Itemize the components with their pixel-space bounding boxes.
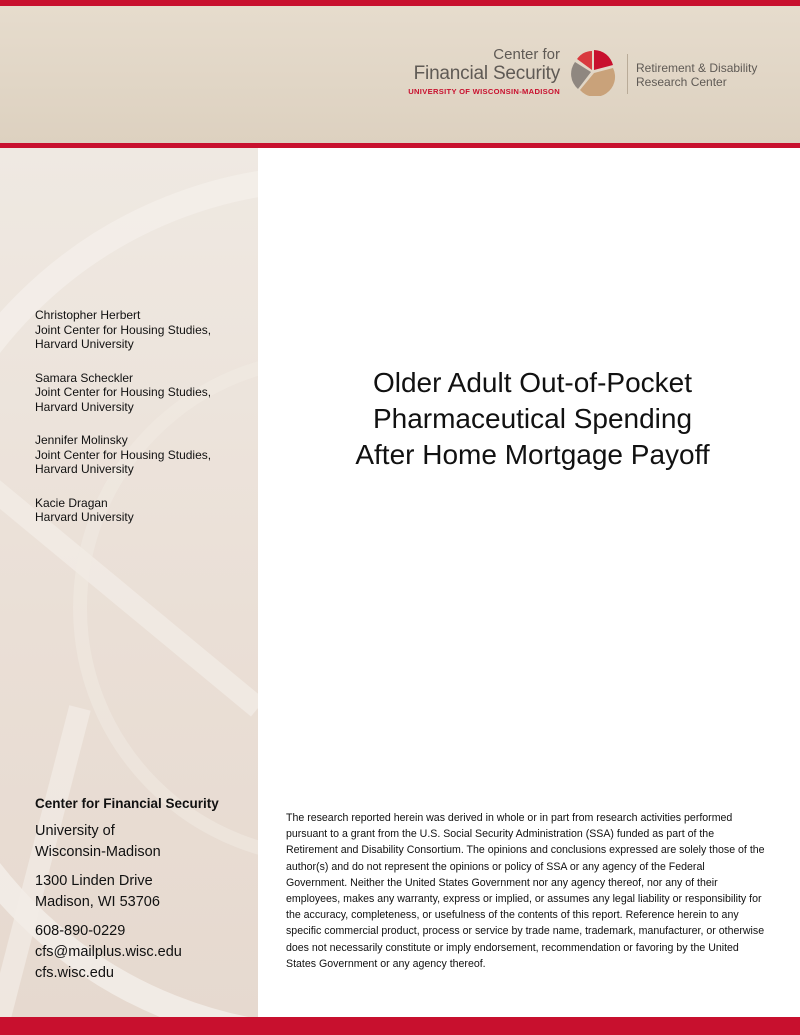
university-block xyxy=(35,821,250,863)
cfs-logo-line1: Center for xyxy=(493,46,560,63)
university-line2: Wisconsin-Madison xyxy=(35,844,161,860)
header-banner xyxy=(0,6,800,143)
bottom-accent-bar xyxy=(0,1017,800,1035)
address-line1: 1300 Linden Drive xyxy=(35,873,153,889)
address-line2: Madison, WI 53706 xyxy=(35,894,160,910)
contact-info xyxy=(35,796,250,992)
report-title xyxy=(290,365,775,473)
author-name: Samara Scheckler xyxy=(35,370,134,385)
contact-title: Center for Financial Security xyxy=(35,796,219,811)
contact-details-block xyxy=(35,921,250,984)
author-affiliation: Joint Center for Housing Studies, xyxy=(35,322,212,337)
author-list xyxy=(35,308,250,544)
rdrc-logo xyxy=(636,61,757,89)
author-name: Jennifer Molinsky xyxy=(35,433,128,447)
author-entry xyxy=(35,371,250,415)
author-entry xyxy=(35,496,250,525)
title-line1: Older Adult Out-of-Pocket xyxy=(372,367,693,398)
title-line3: After Home Mortgage Payoff xyxy=(355,439,710,470)
email-address: cfs@mailplus.wisc.edu xyxy=(35,944,182,960)
author-affiliation: Harvard University xyxy=(35,337,134,351)
disclaimer-text: The research reported herein was derived in whole or in part from research activities performed pursuant to a grant from the U.S. Social Security Administration (SSA) funded as part of the Retirement and Disability Consortium. The opinions and conclusions expressed are solely those of the author(s) and do not represent the opinions or policy of SSA or any agency of the Federal Government. Neither the United States Government nor any agency thereof, nor any of their employees, makes any warranty, express or implied, or assumes any legal liability or responsibility for the accuracy, completeness, or usefulness of the contents of this report. Reference herein to any specific commercial product, process or service by trade name, trademark, manufacturer, or otherwise does not necessarily constitute or imply endorsement, recommendation or favoring by the United States Government or any agency thereof. xyxy=(286,812,765,970)
rdrc-line1: Retirement & Disability xyxy=(636,61,758,75)
university-line1: University of xyxy=(35,823,115,839)
author-entry xyxy=(35,308,250,352)
author-affiliation: Harvard University xyxy=(35,462,134,476)
cfs-logo-line2: Financial Security xyxy=(413,63,560,84)
address-block xyxy=(35,871,250,913)
cfs-logo-university: UNIVERSITY OF WISCONSIN-MADISON xyxy=(408,87,560,96)
cfs-logo xyxy=(388,46,560,98)
website-url: cfs.wisc.edu xyxy=(35,965,114,981)
logo-divider xyxy=(627,54,628,94)
pie-chart-logo-icon xyxy=(568,48,616,96)
author-affiliation: Harvard University xyxy=(35,399,134,414)
author-name: Kacie Dragan xyxy=(35,495,108,510)
author-entry xyxy=(35,433,250,477)
phone-number: 608-890-0229 xyxy=(35,923,126,939)
author-name: Christopher Herbert xyxy=(35,308,141,322)
author-affiliation: Joint Center for Housing Studies, xyxy=(35,447,212,462)
rdrc-line2: Research Center xyxy=(636,75,727,89)
author-affiliation: Joint Center for Housing Studies, xyxy=(35,385,212,399)
title-line2: Pharmaceutical Spending xyxy=(372,403,693,434)
author-affiliation: Harvard University xyxy=(35,510,134,524)
